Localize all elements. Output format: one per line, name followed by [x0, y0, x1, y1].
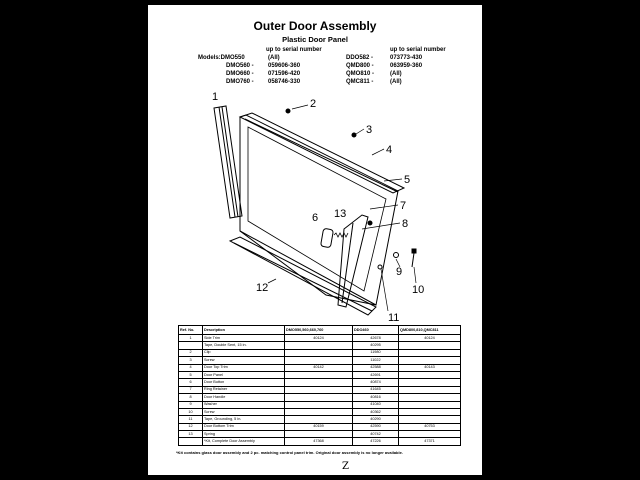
table-cell [285, 379, 353, 386]
table-cell [399, 349, 461, 356]
table-cell: 5 [179, 371, 203, 378]
table-cell: 12 [179, 423, 203, 430]
table-cell [285, 394, 353, 401]
table-cell: 40816 [353, 394, 399, 401]
table-row [179, 364, 461, 371]
table-cell: 11980 [353, 349, 399, 356]
table-row [179, 408, 461, 415]
model-serial: 071596-420 [268, 71, 301, 77]
table-cell: Door Top Trim [203, 364, 285, 371]
table-cell: 40753 [399, 423, 461, 430]
model-serial: 073773-430 [390, 55, 423, 61]
table-cell: 1 [179, 335, 203, 342]
table-cell [399, 357, 461, 364]
model-serial: 058746-330 [268, 79, 301, 85]
table-cell [179, 438, 203, 445]
header-ref: Ref. No. [179, 326, 203, 335]
model-name: QMO810 - [346, 71, 375, 77]
table-cell [285, 408, 353, 415]
table-cell: 40124 [285, 335, 353, 342]
model-name: DMO660 - [226, 71, 254, 77]
table-cell: 40142 [285, 364, 353, 371]
serial-header-left: up to serial number [266, 47, 322, 53]
table-cell: 42588 [353, 364, 399, 371]
model-name: DMO760 - [226, 79, 254, 85]
table-row [179, 416, 461, 423]
table-cell: 40143 [399, 364, 461, 371]
callout-1: 1 [212, 91, 219, 103]
table-cell: Ring Retainer [203, 386, 285, 393]
model-serial: (All) [268, 55, 280, 61]
table-cell: 47226 [353, 438, 399, 445]
table-row [179, 349, 461, 356]
table-cell: Door Button [203, 379, 285, 386]
header-dmo: DMO550,560,660,760 [285, 326, 353, 335]
table-cell: 6 [179, 379, 203, 386]
model-serial: (All) [390, 71, 402, 77]
table-cell: Side Trim [203, 335, 285, 342]
parts-table [178, 325, 461, 446]
model-serial: 063959-360 [390, 63, 423, 69]
table-cell: 47368 [285, 438, 353, 445]
table-row [179, 401, 461, 408]
table-cell [399, 431, 461, 438]
table-row [179, 431, 461, 438]
table-cell: Tape, Grounding, 5 in. [203, 416, 285, 423]
side-trim-part [214, 106, 242, 218]
table-cell [285, 357, 353, 364]
table-cell: 40295 [353, 342, 399, 349]
table-cell [285, 416, 353, 423]
table-row [179, 342, 461, 349]
table-cell: Door Panel [203, 371, 285, 378]
table-cell [285, 401, 353, 408]
bottom-trim-part [230, 237, 376, 315]
table-cell: 40124 [399, 335, 461, 342]
table-row [179, 386, 461, 393]
table-cell [285, 431, 353, 438]
table-cell: Screw [203, 357, 285, 364]
table-cell [285, 386, 353, 393]
table-cell [285, 349, 353, 356]
table-row [179, 423, 461, 430]
table-cell [399, 416, 461, 423]
callout-2: 2 [310, 98, 317, 110]
callout-11: 11 [388, 312, 400, 324]
table-cell: 41040 [353, 401, 399, 408]
header-ddo: DDO460 [353, 326, 399, 335]
table-header-row [179, 326, 461, 335]
table-cell: 42691 [353, 371, 399, 378]
door-panel-part [240, 115, 398, 305]
callout-9: 9 [396, 266, 403, 278]
table-cell: 2 [179, 349, 203, 356]
table-cell [399, 371, 461, 378]
model-name: Models:DMO550 [198, 55, 245, 61]
table-cell: 10 [179, 408, 203, 415]
table-cell: 40362 [353, 408, 399, 415]
page-title: Outer Door Assembly [253, 19, 377, 33]
table-cell: Screw [203, 408, 285, 415]
table-cell: 11 [179, 416, 203, 423]
table-row [179, 394, 461, 401]
model-serial: (All) [390, 79, 402, 85]
table-cell: 40874 [353, 379, 399, 386]
parts-page [148, 5, 482, 475]
table-cell [399, 408, 461, 415]
callout-13: 13 [334, 208, 347, 220]
footnote: *Kit contains glass door assembly and 2 pc. matching control panel trim. Original door assembly is no longer available. [176, 450, 403, 455]
header-qmd: QMD800,810,QMC811 [399, 326, 461, 335]
model-name: DDO582 - [346, 55, 374, 61]
table-cell [399, 394, 461, 401]
table-cell [399, 342, 461, 349]
table-cell: 13 [179, 431, 203, 438]
callout-4: 4 [386, 144, 393, 156]
model-serial: 059606-360 [268, 63, 301, 69]
callout-12: 12 [256, 282, 269, 294]
table-cell [399, 401, 461, 408]
table-cell: 4 [179, 364, 203, 371]
table-cell: 11022 [353, 357, 399, 364]
table-cell: Tape, Double Sent, 15 in. [203, 342, 285, 349]
model-name: DMO560 - [226, 63, 254, 69]
table-cell: 3 [179, 357, 203, 364]
table-cell: 9 [179, 401, 203, 408]
table-row [179, 379, 461, 386]
callout-5: 5 [404, 174, 411, 186]
table-row [179, 371, 461, 378]
model-name: QMD800 - [346, 63, 374, 69]
table-cell: 40159 [285, 423, 353, 430]
table-cell: Spring [203, 431, 285, 438]
page-number: Z [342, 461, 349, 472]
table-cell: 8 [179, 394, 203, 401]
table-cell [285, 342, 353, 349]
table-cell [285, 371, 353, 378]
table-cell: 42678 [353, 335, 399, 342]
table-cell: 41645 [353, 386, 399, 393]
table-cell: Clip [203, 349, 285, 356]
header-description: Description [203, 326, 285, 335]
callout-3: 3 [366, 124, 373, 136]
model-name: QMC811 - [346, 79, 374, 85]
table-cell [399, 386, 461, 393]
table-cell: 40742 [353, 431, 399, 438]
callout-8: 8 [402, 218, 409, 230]
table-cell [399, 379, 461, 386]
table-row [179, 335, 461, 342]
table-cell: *Kit, Complete Door Assembly [203, 438, 285, 445]
table-cell: 42590 [353, 423, 399, 430]
table-cell [179, 342, 203, 349]
callout-7: 7 [400, 200, 407, 212]
fasteners-part [286, 109, 416, 269]
callout-6: 6 [312, 212, 319, 224]
table-cell: Door Handle [203, 394, 285, 401]
serial-header-right: up to serial number [390, 47, 446, 53]
callout-10: 10 [412, 284, 425, 296]
table-row [179, 438, 461, 445]
table-cell: 7 [179, 386, 203, 393]
page-subtitle: Plastic Door Panel [282, 35, 348, 44]
table-cell: Washer [203, 401, 285, 408]
table-row [179, 357, 461, 364]
table-cell: 47371 [399, 438, 461, 445]
table-cell: Door Bottom Trim [203, 423, 285, 430]
table-cell: 40290 [353, 416, 399, 423]
